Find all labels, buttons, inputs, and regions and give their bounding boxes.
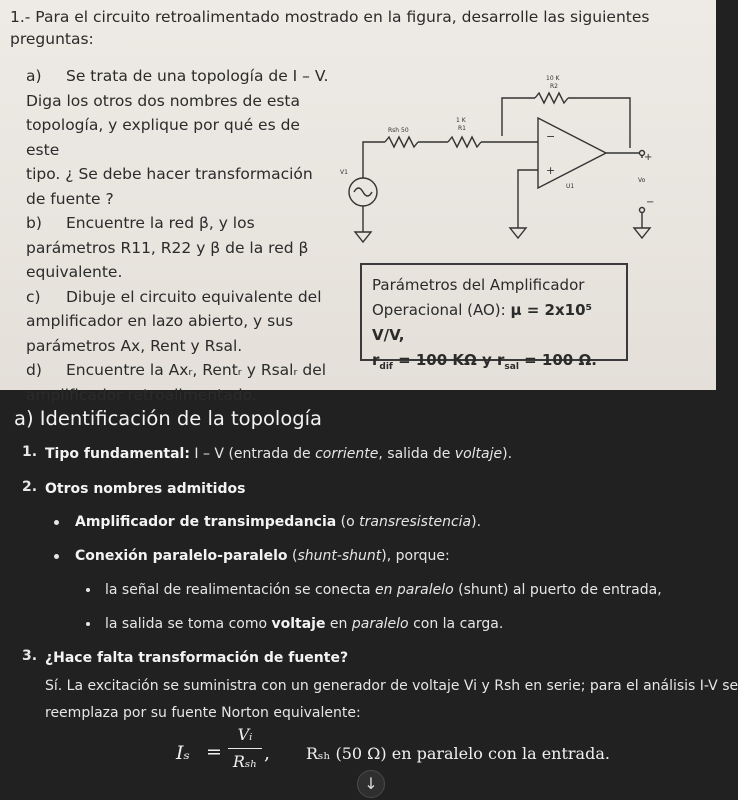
bullet-dot	[54, 554, 59, 559]
question-line: amplificador en lazo abierto, y sus	[26, 312, 294, 330]
bullet2-text	[75, 546, 450, 566]
question-tag: a)	[26, 67, 42, 85]
bullet1-t1: (o	[336, 514, 360, 530]
question-tag: b)	[26, 214, 42, 232]
question-line: equivalente.	[26, 263, 123, 281]
sub1-t2: (shunt) al puerto de entrada,	[453, 582, 662, 598]
question-line: parámetros R11, R22 y β de la red β	[26, 238, 309, 257]
sub-bullet-dot	[86, 588, 90, 592]
sub2-t2: en	[325, 616, 352, 632]
item1-t3: ).	[502, 446, 513, 462]
assistant-answer	[0, 404, 738, 800]
item3-text: ¿Hace falta transformación de fuente?	[45, 650, 349, 666]
bullet2-t1: (	[287, 548, 298, 564]
item3-paragraph-line2: reemplaza por su fuente Norton equivalente:	[45, 705, 361, 721]
opamp-plus: +	[546, 164, 556, 177]
worksheet-photo	[0, 0, 716, 404]
item1-i1: corriente	[315, 446, 379, 462]
question-line: Se trata de una topología de I – V.	[66, 67, 329, 85]
question-tag: c)	[26, 287, 41, 306]
opamp-symbol	[538, 118, 606, 188]
item2-number: 2.	[22, 479, 38, 495]
sub-bullet2-text	[105, 614, 503, 634]
sub1-i1: en paralelo	[374, 582, 454, 598]
rsh-resistor	[385, 137, 418, 147]
r2-name-label: R2	[550, 83, 558, 90]
bullet2-t2: ), porque:	[381, 548, 450, 564]
item1-t1: I – V (entrada de	[189, 446, 316, 462]
sub2-t1: la salida se toma como	[105, 616, 272, 632]
item2-text: Otros nombres admitidos	[45, 481, 246, 497]
item1-number: 1.	[22, 444, 38, 460]
question-line: tipo. ¿ Se debe hacer transformación	[26, 165, 313, 183]
question-line: amplificador retroalimentado.	[26, 385, 257, 404]
sub1-t1: la señal de realimentación se conecta	[105, 582, 375, 598]
amplifier-parameters-box	[360, 263, 628, 372]
formula-comma: ,	[264, 742, 271, 764]
r1-resistor	[448, 137, 481, 147]
sub2-t3: con la carga.	[408, 616, 504, 632]
r2-resistor	[535, 93, 568, 103]
params-sub-sal: sal	[504, 362, 519, 372]
question-item-b	[26, 211, 338, 285]
question-heading	[10, 6, 650, 50]
answer-title: a) Identificación de la topología	[14, 407, 323, 430]
sub2-b1: voltaje	[271, 616, 326, 632]
params-mu: μ = 2x10⁵ V/V,	[372, 301, 593, 344]
question-line: parámetros Ax, Rent y Rsal.	[26, 336, 243, 355]
question-item-c	[26, 285, 338, 359]
u1-label: U1	[566, 183, 575, 190]
question-line: de fuente ?	[26, 189, 114, 208]
formula-fraction	[228, 724, 262, 773]
bullet1-t2: ).	[471, 514, 482, 530]
output-plus: +	[644, 152, 653, 163]
item1-i2: voltaje	[454, 446, 503, 462]
r1-name-label: R1	[458, 125, 466, 132]
vo-label: Vo	[638, 177, 646, 184]
opamp-minus: −	[546, 130, 556, 143]
r1-value-label: 1 K	[456, 117, 466, 124]
formula-numerator: Vᵢ	[237, 725, 253, 744]
v1-label: V1	[340, 169, 348, 176]
formula-description: Rₛₕ (50 Ω) en paralelo con la entrada.	[306, 744, 610, 763]
fraction-bar	[228, 748, 262, 749]
params-r: r	[372, 351, 380, 369]
formula-equals: =	[206, 741, 222, 763]
bullet2-bold: Conexión paralelo-paralelo	[75, 548, 288, 564]
circuit-diagram	[330, 60, 716, 260]
formula-denominator: Rₛₕ	[232, 752, 258, 771]
bullet-dot	[54, 520, 59, 525]
norton-formula	[176, 724, 636, 784]
question-line: Encuentre la Axᵣ, Rentᵣ y Rsalᵣ del	[66, 361, 327, 379]
params-line2	[372, 298, 616, 348]
question-heading-line2: preguntas:	[10, 30, 94, 48]
params-mid: = 100 KΩ y r	[392, 351, 505, 369]
question-list	[26, 64, 338, 407]
rsh-label: Rsh 50	[388, 127, 409, 134]
question-line: Encuentre la red β, y los	[66, 214, 255, 232]
params-line2-prefix: Operacional (AO):	[372, 301, 511, 319]
r2-value-label: 10 K	[546, 75, 560, 82]
question-line: Diga los otros dos nombres de esta	[26, 91, 301, 110]
item1-text	[45, 444, 512, 464]
sub2-i1: paralelo	[351, 616, 409, 632]
bullet1-bold: Amplificador de transimpedancia	[75, 514, 337, 530]
item3-number: 3.	[22, 648, 38, 664]
output-minus: −	[646, 197, 655, 208]
question-line: Dibuje el circuito equivalente del	[66, 287, 322, 306]
params-line1: Parámetros del Amplificador	[372, 276, 585, 294]
item3-paragraph-line1: Sí. La excitación se suministra con un generador de voltaje Vi y Rsh en serie; para el análisis I-V se	[45, 678, 738, 694]
item1-t2: , salida de	[378, 446, 455, 462]
bullet1-i1: transresistencia	[359, 514, 472, 530]
bullet2-i1: shunt-shunt	[297, 548, 382, 564]
sub-bullet1-text	[105, 580, 662, 600]
question-item-a	[26, 64, 338, 211]
formula-lhs: Iₛ	[176, 742, 190, 764]
question-item-d	[26, 358, 338, 407]
scroll-down-icon[interactable]: ↓	[357, 770, 385, 798]
sub-bullet-dot	[86, 622, 90, 626]
bullet1-text	[75, 512, 481, 532]
question-line: topología, y explique por qué es de este	[26, 116, 300, 159]
params-sub-dif: dif	[379, 362, 393, 372]
params-line3	[372, 348, 616, 380]
item1-bold: Tipo fundamental:	[45, 446, 190, 462]
question-heading-line1: 1.- Para el circuito retroalimentado mostrado en la figura, desarrolle las siguientes	[10, 8, 650, 26]
question-tag: d)	[26, 361, 42, 379]
params-end: = 100 Ω.	[518, 351, 597, 369]
